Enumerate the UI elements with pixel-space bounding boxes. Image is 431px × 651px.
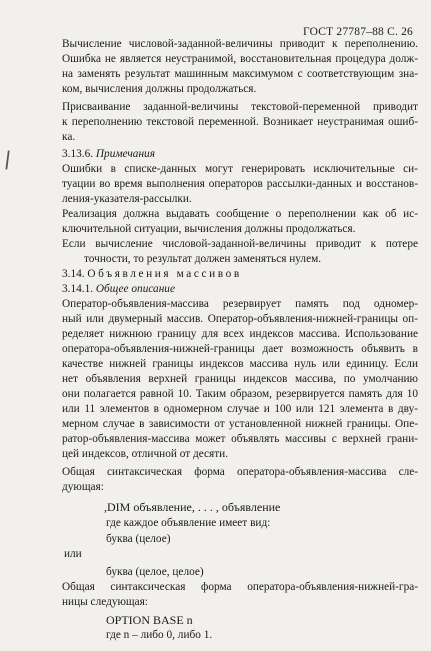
text-line: буква (целое) [106,533,171,545]
page-header: ГОСТ 27787–88 С. 26 [303,26,413,38]
margin-pencil-mark: / [1,147,14,174]
text-line: Общая синтаксическая форма оператора-объявления-нижней-гра- [62,581,418,593]
text-line: ка. [62,131,76,143]
text-line: OPTION BASE n [106,613,193,627]
text-line: 3.14. Объявления массивов [62,268,242,280]
text-line: буква (целое, целое) [106,566,204,578]
text-line: ления-указателя-рассылки. [62,193,192,205]
text-line: Ошибки в списке-данных могут генерировать исключительные си- [62,163,418,175]
text-line: ,DIM объявление, . . . , объявление [104,500,281,514]
text-line: Общая синтаксическая форма оператора-объявления-массива сле- [62,466,418,478]
text-line: Вычисление числовой-заданной-величины приводит к переполнению. [62,38,418,50]
text-line: Если вычисление числовой-заданной-величины приводит к потере [62,238,418,250]
text-line: или 11 элементов в одномерном случае и 100 или 121 элемента в дву- [62,403,418,415]
text-line: дующая: [62,481,104,493]
text-line: мерном случае в зависимости от установленной нижней границы. Опе- [62,418,418,430]
text-line: к переполнению текстовой переменной. Возникает неустранимая ошиб- [62,116,418,128]
text-line: где n – либо 0, либо 1. [106,629,213,641]
text-line: ный или двумерный массив. Оператор-объявления-нижней-границы оп- [62,313,418,325]
text-line: цей индексов, отличной от десяти. [62,448,229,460]
text-line: Реализация должна выдавать сообщение о переполнении как об ис- [62,208,418,220]
text-line: они полагается равной 10. Таким образом, резервируется память для 10 [62,388,418,400]
text-line: ределяет нижнюю границу для всех индексов массива. Использование [62,328,418,340]
text-line: 3.13.6. Примечания [62,148,155,160]
text-line: или [64,548,82,560]
text-line: оператора-объявления-нижней-границы дает возможность объявить в [62,343,418,355]
text-line: 3.14.1. Общее описание [62,283,175,295]
text-line: туации во время выполнения операторов рассылки-данных и восстанов- [62,178,418,190]
text-line: ницы следующая: [62,596,148,608]
text-line: Оператор-объявления-массива резервирует память под одномер- [62,298,418,310]
text-line: ключительной ситуации, вычисления должны продолжаться. [62,223,356,235]
text-line: точности, то результат должен заменяться нулем. [84,253,322,265]
text-line: нет объявления верхней границы индексов массива, по умолчанию [62,373,418,385]
text-line: на заменять результат машинным максимумом с соответствующим зна- [62,68,418,80]
text-line: качестве нижней границы индексов массива нуль или единицу. Если [62,358,418,370]
text-line: Присваивание заданной-величины текстовой-переменной приводит [62,101,418,113]
text-line: ком, вычисления должны продолжаться. [62,83,257,95]
text-line: где каждое объявление имеет вид: [106,517,271,529]
text-line: Ошибка не является неустранимой, восстановительная процедура долж- [62,53,418,65]
text-line: ратор-объявления-массива может объявлять массивы с верхней грани- [62,433,418,445]
